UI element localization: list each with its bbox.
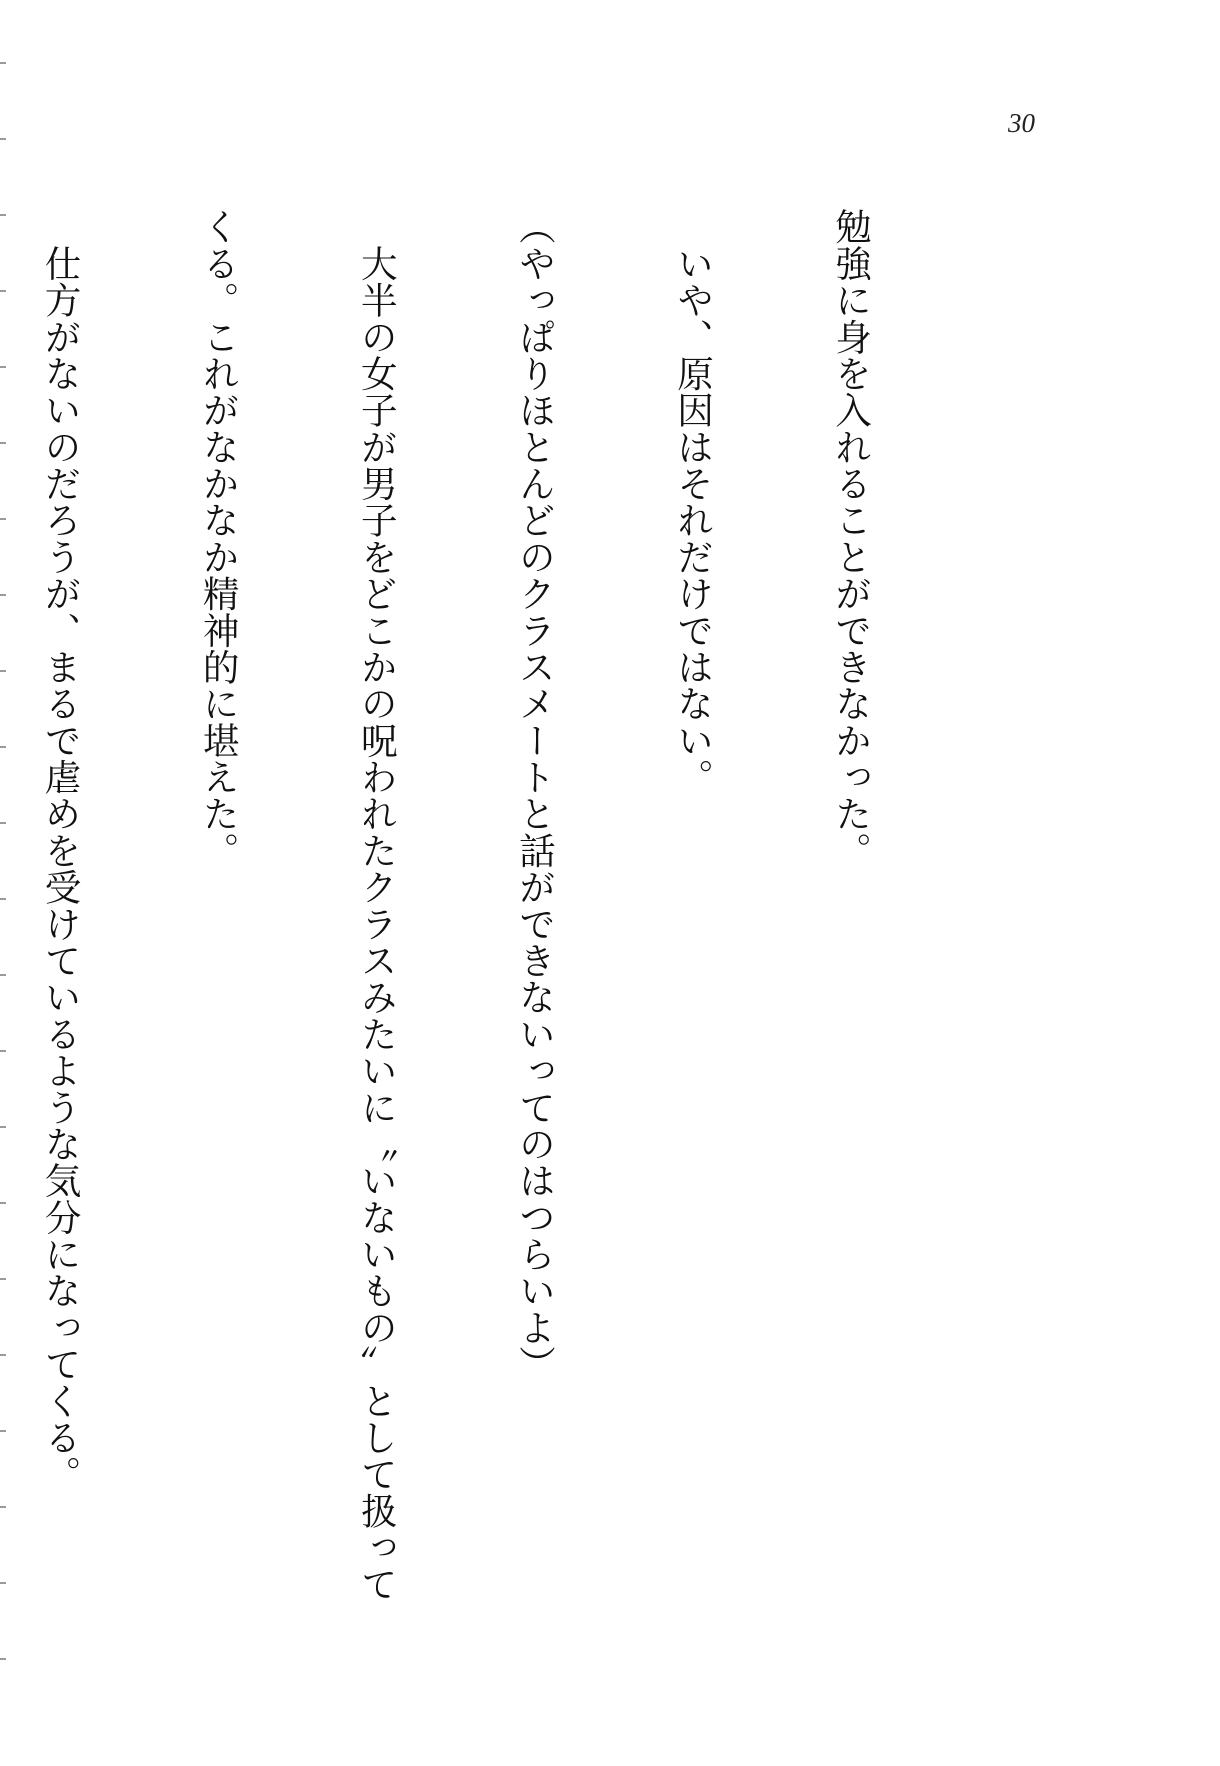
- body-text: [39, 208, 982, 1648]
- page-number: 30: [1008, 108, 1035, 138]
- text-line: （やっぱりほとんどのクラスメートと話ができないってのはつらいよ）: [513, 208, 557, 1383]
- edge-mark: [0, 62, 6, 64]
- edge-mark: [0, 1658, 6, 1660]
- text-line: 仕方がないのだろうが、まるで虐めを受けているような気分になってくる。: [39, 208, 83, 1493]
- text-line: 勉強に身を入れることができなかった。: [829, 208, 873, 869]
- text-line: くる。これがなかなか精神的に堪えた。: [197, 208, 241, 869]
- edge-mark: [0, 138, 6, 140]
- text-line: いや、原因はそれだけではない。: [671, 208, 715, 796]
- text-line: 大半の女子が男子をどこかの呪われたクラスみたいに〝いないもの〟として扱って: [355, 208, 399, 1603]
